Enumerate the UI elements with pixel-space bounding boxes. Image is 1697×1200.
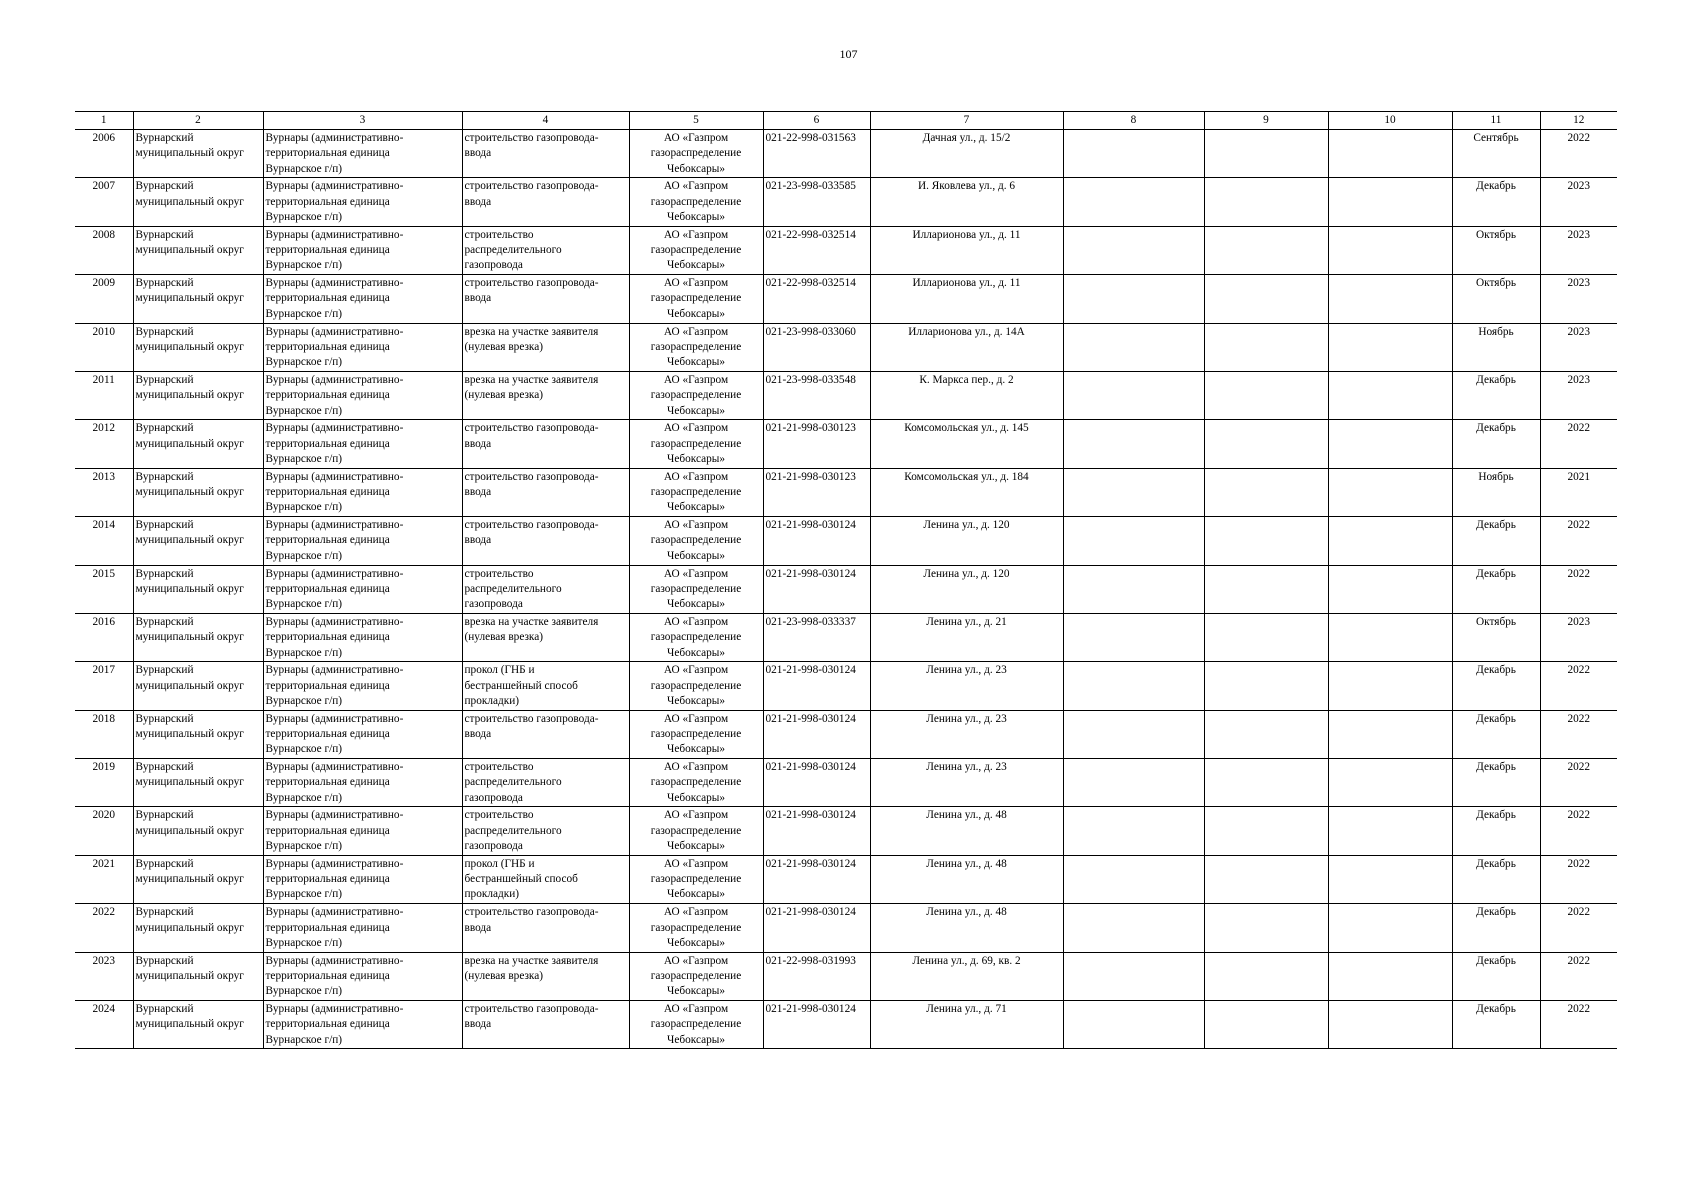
table-row <box>75 904 1617 952</box>
column-10-cell <box>1328 130 1452 178</box>
table-row <box>75 855 1617 903</box>
organization-cell: АО «Газпром газораспределение Чебоксары» <box>629 226 763 274</box>
address-cell: Ленина ул., д. 23 <box>870 662 1063 710</box>
district-cell: Вурнарский муниципальный округ <box>133 855 263 903</box>
table-row <box>75 662 1617 710</box>
address-cell: Илларионова ул., д. 14А <box>870 323 1063 371</box>
district-cell: Вурнарский муниципальный округ <box>133 275 263 323</box>
column-8-cell <box>1063 226 1204 274</box>
table-row <box>75 952 1617 1000</box>
column-10-cell <box>1328 178 1452 226</box>
table-row <box>75 468 1617 516</box>
column-8-cell <box>1063 517 1204 565</box>
object-code-cell: 021-23-998-033585 <box>763 178 870 226</box>
month-cell: Октябрь <box>1452 275 1540 323</box>
column-8-cell <box>1063 710 1204 758</box>
month-cell: Сентябрь <box>1452 130 1540 178</box>
object-code-cell: 021-21-998-030124 <box>763 904 870 952</box>
work-type-cell: строительство газопровода- ввода <box>462 130 629 178</box>
column-8-cell <box>1063 904 1204 952</box>
district-cell: Вурнарский муниципальный округ <box>133 226 263 274</box>
locality-cell: Вурнары (административно- территориальная единица Вурнарское г/п) <box>263 565 462 613</box>
locality-cell: Вурнары (административно- территориальная единица Вурнарское г/п) <box>263 371 462 419</box>
object-code-cell: 021-21-998-030124 <box>763 565 870 613</box>
object-code-cell: 021-21-998-030123 <box>763 468 870 516</box>
work-type-cell: строительство газопровода- ввода <box>462 904 629 952</box>
year-cell: 2021 <box>1540 468 1617 516</box>
district-cell: Вурнарский муниципальный округ <box>133 130 263 178</box>
locality-cell: Вурнары (административно- территориальная единица Вурнарское г/п) <box>263 420 462 468</box>
work-type-cell: врезка на участке заявителя (нулевая врезка) <box>462 952 629 1000</box>
column-10-cell <box>1328 371 1452 419</box>
column-8-cell <box>1063 807 1204 855</box>
month-cell: Декабрь <box>1452 904 1540 952</box>
table-row <box>75 807 1617 855</box>
organization-cell: АО «Газпром газораспределение Чебоксары» <box>629 275 763 323</box>
organization-cell: АО «Газпром газораспределение Чебоксары» <box>629 613 763 661</box>
column-header: 11 <box>1452 112 1540 130</box>
object-code-cell: 021-21-998-030124 <box>763 759 870 807</box>
column-8-cell <box>1063 178 1204 226</box>
work-type-cell: прокол (ГНБ и бестраншейный способ прокладки) <box>462 855 629 903</box>
month-cell: Декабрь <box>1452 710 1540 758</box>
locality-cell: Вурнары (административно- территориальная единица Вурнарское г/п) <box>263 904 462 952</box>
month-cell: Декабрь <box>1452 759 1540 807</box>
table-row <box>75 323 1617 371</box>
table-row <box>75 1001 1617 1049</box>
table-row <box>75 420 1617 468</box>
month-cell: Декабрь <box>1452 807 1540 855</box>
object-code-cell: 021-21-998-030123 <box>763 420 870 468</box>
month-cell: Декабрь <box>1452 952 1540 1000</box>
table-row <box>75 565 1617 613</box>
year-cell: 2023 <box>1540 613 1617 661</box>
organization-cell: АО «Газпром газораспределение Чебоксары» <box>629 662 763 710</box>
object-code-cell: 021-23-998-033060 <box>763 323 870 371</box>
address-cell: Ленина ул., д. 21 <box>870 613 1063 661</box>
year-cell: 2023 <box>1540 178 1617 226</box>
organization-cell: АО «Газпром газораспределение Чебоксары» <box>629 130 763 178</box>
address-cell: Ленина ул., д. 48 <box>870 807 1063 855</box>
column-9-cell <box>1204 1001 1328 1049</box>
district-cell: Вурнарский муниципальный округ <box>133 517 263 565</box>
organization-cell: АО «Газпром газораспределение Чебоксары» <box>629 904 763 952</box>
column-8-cell <box>1063 855 1204 903</box>
column-9-cell <box>1204 468 1328 516</box>
address-cell: Илларионова ул., д. 11 <box>870 226 1063 274</box>
column-header: 3 <box>263 112 462 130</box>
year-cell: 2022 <box>1540 807 1617 855</box>
locality-cell: Вурнары (административно- территориальная единица Вурнарское г/п) <box>263 517 462 565</box>
object-code-cell: 021-21-998-030124 <box>763 807 870 855</box>
work-type-cell: строительство газопровода- ввода <box>462 468 629 516</box>
month-cell: Декабрь <box>1452 1001 1540 1049</box>
row-number-cell: 2012 <box>75 420 133 468</box>
month-cell: Ноябрь <box>1452 323 1540 371</box>
object-code-cell: 021-21-998-030124 <box>763 517 870 565</box>
month-cell: Ноябрь <box>1452 468 1540 516</box>
row-number-cell: 2009 <box>75 275 133 323</box>
work-type-cell: строительство газопровода- ввода <box>462 517 629 565</box>
row-number-cell: 2017 <box>75 662 133 710</box>
month-cell: Декабрь <box>1452 517 1540 565</box>
work-type-cell: строительство газопровода- ввода <box>462 178 629 226</box>
work-type-cell: строительство газопровода- ввода <box>462 1001 629 1049</box>
district-cell: Вурнарский муниципальный округ <box>133 952 263 1000</box>
row-number-cell: 2013 <box>75 468 133 516</box>
district-cell: Вурнарский муниципальный округ <box>133 807 263 855</box>
address-cell: Ленина ул., д. 23 <box>870 759 1063 807</box>
column-9-cell <box>1204 613 1328 661</box>
organization-cell: АО «Газпром газораспределение Чебоксары» <box>629 371 763 419</box>
locality-cell: Вурнары (административно- территориальная единица Вурнарское г/п) <box>263 807 462 855</box>
address-cell: Ленина ул., д. 23 <box>870 710 1063 758</box>
table-row <box>75 130 1617 178</box>
table-row <box>75 226 1617 274</box>
row-number-cell: 2010 <box>75 323 133 371</box>
column-8-cell <box>1063 662 1204 710</box>
column-10-cell <box>1328 904 1452 952</box>
column-9-cell <box>1204 855 1328 903</box>
column-9-cell <box>1204 323 1328 371</box>
year-cell: 2023 <box>1540 275 1617 323</box>
work-type-cell: строительство распределительного газопровода <box>462 565 629 613</box>
work-type-cell: врезка на участке заявителя (нулевая врезка) <box>462 371 629 419</box>
column-8-cell <box>1063 1001 1204 1049</box>
month-cell: Декабрь <box>1452 178 1540 226</box>
locality-cell: Вурнары (административно- территориальная единица Вурнарское г/п) <box>263 275 462 323</box>
column-10-cell <box>1328 420 1452 468</box>
row-number-cell: 2006 <box>75 130 133 178</box>
work-type-cell: строительство газопровода- ввода <box>462 275 629 323</box>
year-cell: 2022 <box>1540 565 1617 613</box>
district-cell: Вурнарский муниципальный округ <box>133 178 263 226</box>
column-10-cell <box>1328 855 1452 903</box>
locality-cell: Вурнары (административно- территориальная единица Вурнарское г/п) <box>263 855 462 903</box>
column-header: 8 <box>1063 112 1204 130</box>
district-cell: Вурнарский муниципальный округ <box>133 371 263 419</box>
column-number-row <box>75 112 1617 130</box>
column-8-cell <box>1063 613 1204 661</box>
month-cell: Декабрь <box>1452 662 1540 710</box>
object-code-cell: 021-21-998-030124 <box>763 855 870 903</box>
column-10-cell <box>1328 807 1452 855</box>
column-8-cell <box>1063 323 1204 371</box>
column-9-cell <box>1204 517 1328 565</box>
year-cell: 2022 <box>1540 1001 1617 1049</box>
column-header: 1 <box>75 112 133 130</box>
organization-cell: АО «Газпром газораспределение Чебоксары» <box>629 1001 763 1049</box>
gasification-register-table <box>75 111 1617 1049</box>
locality-cell: Вурнары (административно- территориальная единица Вурнарское г/п) <box>263 130 462 178</box>
column-header: 2 <box>133 112 263 130</box>
address-cell: Ленина ул., д. 120 <box>870 565 1063 613</box>
organization-cell: АО «Газпром газораспределение Чебоксары» <box>629 468 763 516</box>
column-header: 10 <box>1328 112 1452 130</box>
column-9-cell <box>1204 371 1328 419</box>
column-header: 5 <box>629 112 763 130</box>
work-type-cell: строительство газопровода- ввода <box>462 710 629 758</box>
year-cell: 2023 <box>1540 323 1617 371</box>
table-row <box>75 759 1617 807</box>
organization-cell: АО «Газпром газораспределение Чебоксары» <box>629 759 763 807</box>
year-cell: 2022 <box>1540 517 1617 565</box>
year-cell: 2022 <box>1540 952 1617 1000</box>
column-10-cell <box>1328 275 1452 323</box>
year-cell: 2022 <box>1540 904 1617 952</box>
work-type-cell: врезка на участке заявителя (нулевая врезка) <box>462 323 629 371</box>
address-cell: Ленина ул., д. 120 <box>870 517 1063 565</box>
address-cell: Ленина ул., д. 48 <box>870 855 1063 903</box>
district-cell: Вурнарский муниципальный округ <box>133 904 263 952</box>
locality-cell: Вурнары (административно- территориальная единица Вурнарское г/п) <box>263 323 462 371</box>
object-code-cell: 021-22-998-031563 <box>763 130 870 178</box>
address-cell: Ленина ул., д. 69, кв. 2 <box>870 952 1063 1000</box>
column-9-cell <box>1204 904 1328 952</box>
column-10-cell <box>1328 517 1452 565</box>
object-code-cell: 021-21-998-030124 <box>763 1001 870 1049</box>
row-number-cell: 2011 <box>75 371 133 419</box>
month-cell: Декабрь <box>1452 420 1540 468</box>
address-cell: Дачная ул., д. 15/2 <box>870 130 1063 178</box>
district-cell: Вурнарский муниципальный округ <box>133 710 263 758</box>
organization-cell: АО «Газпром газораспределение Чебоксары» <box>629 855 763 903</box>
work-type-cell: врезка на участке заявителя (нулевая врезка) <box>462 613 629 661</box>
year-cell: 2023 <box>1540 226 1617 274</box>
work-type-cell: строительство распределительного газопровода <box>462 226 629 274</box>
column-10-cell <box>1328 468 1452 516</box>
row-number-cell: 2016 <box>75 613 133 661</box>
column-10-cell <box>1328 565 1452 613</box>
page-number: 107 <box>839 47 858 61</box>
district-cell: Вурнарский муниципальный округ <box>133 420 263 468</box>
column-10-cell <box>1328 226 1452 274</box>
month-cell: Декабрь <box>1452 371 1540 419</box>
address-cell: И. Яковлева ул., д. 6 <box>870 178 1063 226</box>
column-8-cell <box>1063 565 1204 613</box>
locality-cell: Вурнары (административно- территориальная единица Вурнарское г/п) <box>263 178 462 226</box>
column-9-cell <box>1204 565 1328 613</box>
column-header: 7 <box>870 112 1063 130</box>
month-cell: Октябрь <box>1452 226 1540 274</box>
column-header: 9 <box>1204 112 1328 130</box>
column-10-cell <box>1328 710 1452 758</box>
column-8-cell <box>1063 952 1204 1000</box>
year-cell: 2022 <box>1540 662 1617 710</box>
organization-cell: АО «Газпром газораспределение Чебоксары» <box>629 517 763 565</box>
column-header: 6 <box>763 112 870 130</box>
organization-cell: АО «Газпром газораспределение Чебоксары» <box>629 710 763 758</box>
column-9-cell <box>1204 759 1328 807</box>
locality-cell: Вурнары (административно- территориальная единица Вурнарское г/п) <box>263 662 462 710</box>
column-10-cell <box>1328 759 1452 807</box>
column-10-cell <box>1328 323 1452 371</box>
table-row <box>75 178 1617 226</box>
column-10-cell <box>1328 1001 1452 1049</box>
table-row <box>75 613 1617 661</box>
locality-cell: Вурнары (административно- территориальная единица Вурнарское г/п) <box>263 1001 462 1049</box>
locality-cell: Вурнары (административно- территориальная единица Вурнарское г/п) <box>263 710 462 758</box>
column-9-cell <box>1204 710 1328 758</box>
district-cell: Вурнарский муниципальный округ <box>133 468 263 516</box>
column-9-cell <box>1204 275 1328 323</box>
address-cell: Ленина ул., д. 48 <box>870 904 1063 952</box>
row-number-cell: 2018 <box>75 710 133 758</box>
row-number-cell: 2023 <box>75 952 133 1000</box>
month-cell: Декабрь <box>1452 565 1540 613</box>
district-cell: Вурнарский муниципальный округ <box>133 565 263 613</box>
object-code-cell: 021-21-998-030124 <box>763 710 870 758</box>
column-9-cell <box>1204 226 1328 274</box>
district-cell: Вурнарский муниципальный округ <box>133 323 263 371</box>
column-8-cell <box>1063 759 1204 807</box>
district-cell: Вурнарский муниципальный округ <box>133 759 263 807</box>
district-cell: Вурнарский муниципальный округ <box>133 662 263 710</box>
year-cell: 2022 <box>1540 130 1617 178</box>
table-row <box>75 371 1617 419</box>
address-cell: Илларионова ул., д. 11 <box>870 275 1063 323</box>
district-cell: Вурнарский муниципальный округ <box>133 613 263 661</box>
address-cell: Комсомольская ул., д. 145 <box>870 420 1063 468</box>
table-row <box>75 517 1617 565</box>
organization-cell: АО «Газпром газораспределение Чебоксары» <box>629 420 763 468</box>
work-type-cell: строительство газопровода- ввода <box>462 420 629 468</box>
locality-cell: Вурнары (административно- территориальная единица Вурнарское г/п) <box>263 613 462 661</box>
row-number-cell: 2020 <box>75 807 133 855</box>
month-cell: Октябрь <box>1452 613 1540 661</box>
address-cell: К. Маркса пер., д. 2 <box>870 371 1063 419</box>
year-cell: 2022 <box>1540 855 1617 903</box>
column-10-cell <box>1328 662 1452 710</box>
column-9-cell <box>1204 420 1328 468</box>
address-cell: Комсомольская ул., д. 184 <box>870 468 1063 516</box>
year-cell: 2022 <box>1540 420 1617 468</box>
organization-cell: АО «Газпром газораспределение Чебоксары» <box>629 952 763 1000</box>
column-8-cell <box>1063 468 1204 516</box>
organization-cell: АО «Газпром газораспределение Чебоксары» <box>629 807 763 855</box>
address-cell: Ленина ул., д. 71 <box>870 1001 1063 1049</box>
column-10-cell <box>1328 952 1452 1000</box>
object-code-cell: 021-23-998-033337 <box>763 613 870 661</box>
column-header: 12 <box>1540 112 1617 130</box>
column-8-cell <box>1063 420 1204 468</box>
object-code-cell: 021-21-998-030124 <box>763 662 870 710</box>
row-number-cell: 2015 <box>75 565 133 613</box>
object-code-cell: 021-23-998-033548 <box>763 371 870 419</box>
year-cell: 2023 <box>1540 371 1617 419</box>
column-9-cell <box>1204 807 1328 855</box>
row-number-cell: 2024 <box>75 1001 133 1049</box>
year-cell: 2022 <box>1540 710 1617 758</box>
table-header <box>75 112 1617 130</box>
object-code-cell: 021-22-998-032514 <box>763 226 870 274</box>
column-9-cell <box>1204 178 1328 226</box>
district-cell: Вурнарский муниципальный округ <box>133 1001 263 1049</box>
column-8-cell <box>1063 130 1204 178</box>
locality-cell: Вурнары (административно- территориальная единица Вурнарское г/п) <box>263 468 462 516</box>
organization-cell: АО «Газпром газораспределение Чебоксары» <box>629 178 763 226</box>
month-cell: Декабрь <box>1452 855 1540 903</box>
row-number-cell: 2019 <box>75 759 133 807</box>
locality-cell: Вурнары (административно- территориальная единица Вурнарское г/п) <box>263 952 462 1000</box>
row-number-cell: 2014 <box>75 517 133 565</box>
organization-cell: АО «Газпром газораспределение Чебоксары» <box>629 565 763 613</box>
column-10-cell <box>1328 613 1452 661</box>
year-cell: 2022 <box>1540 759 1617 807</box>
work-type-cell: прокол (ГНБ и бестраншейный способ прокладки) <box>462 662 629 710</box>
row-number-cell: 2022 <box>75 904 133 952</box>
column-9-cell <box>1204 952 1328 1000</box>
locality-cell: Вурнары (административно- территориальная единица Вурнарское г/п) <box>263 226 462 274</box>
table-row <box>75 710 1617 758</box>
work-type-cell: строительство распределительного газопровода <box>462 759 629 807</box>
table-row <box>75 275 1617 323</box>
organization-cell: АО «Газпром газораспределение Чебоксары» <box>629 323 763 371</box>
locality-cell: Вурнары (административно- территориальная единица Вурнарское г/п) <box>263 759 462 807</box>
column-9-cell <box>1204 130 1328 178</box>
column-9-cell <box>1204 662 1328 710</box>
work-type-cell: строительство распределительного газопровода <box>462 807 629 855</box>
object-code-cell: 021-22-998-032514 <box>763 275 870 323</box>
table-body <box>75 130 1617 1049</box>
row-number-cell: 2007 <box>75 178 133 226</box>
object-code-cell: 021-22-998-031993 <box>763 952 870 1000</box>
column-8-cell <box>1063 371 1204 419</box>
row-number-cell: 2008 <box>75 226 133 274</box>
column-8-cell <box>1063 275 1204 323</box>
row-number-cell: 2021 <box>75 855 133 903</box>
column-header: 4 <box>462 112 629 130</box>
